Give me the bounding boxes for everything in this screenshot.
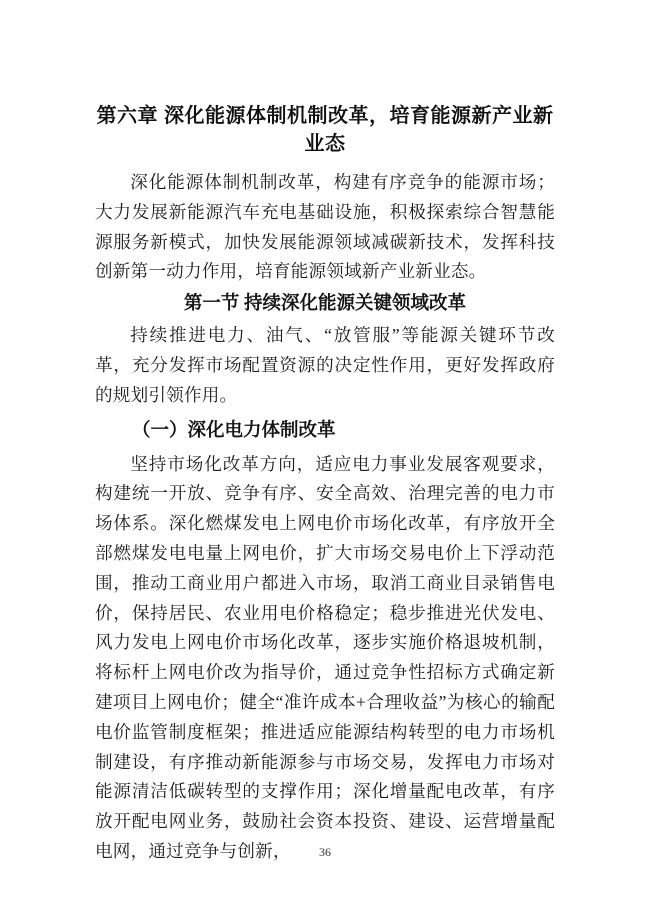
section-heading: 第一节 持续深化能源关键领域改革	[183, 294, 467, 315]
paragraph-chapter-intro: 深化能源体制机制改革，构建有序竞争的能源市场；大力发展新能源汽车充电基础设施，积极探索综合智慧能源服务新模式，加快发展能源领域减碳新技术，发挥科技创新第一动力作用，培育能源领域新产业新业态。	[95, 172, 555, 282]
paragraph-section-intro: 持续推进电力、油气、“放管服”等能源关键环节改革，充分发挥市场配置资源的决定性作用，更好发挥政府的规划引领作用。	[95, 325, 555, 405]
paragraph-power-reform: 坚持市场化改革方向，适应电力事业发展客观要求，构建统一开放、竞争有序、安全高效、治理完善的电力市场体系。深化燃煤发电上网电价市场化改革，有序放开全部燃煤发电电量上网电价，扩大市场交易电价上下浮动范围，推动工商业用户都进入市场，取消工商业目录销售电价，保持居民、农业用电价格稳定；稳步推进光伏发电、风力发电上网电价市场化改革，逐步实施价格退坡机制，将标杆上网电价改为指导价，通过竞争性招标方式确定新建项目上网电价；健全“准许成本+合理收益”为核心的输配电价监管制度框架；推进适应能源结构转型的电力市场机制建设，有序推动新能源参与市场交易，发挥电力市场对能源清洁低碳转型的支撑作用；深化增量配电改革，有序放开配电网业务，鼓励社会资本投资、建设、运营增量配电网，通过竞争与创新，	[95, 453, 555, 861]
subsection-heading: （一）深化电力体制改革	[132, 420, 336, 441]
chapter-heading: 第六章 深化能源体制机制改革，培育能源新产业新业态	[96, 105, 554, 155]
page-number: 36	[319, 845, 331, 859]
